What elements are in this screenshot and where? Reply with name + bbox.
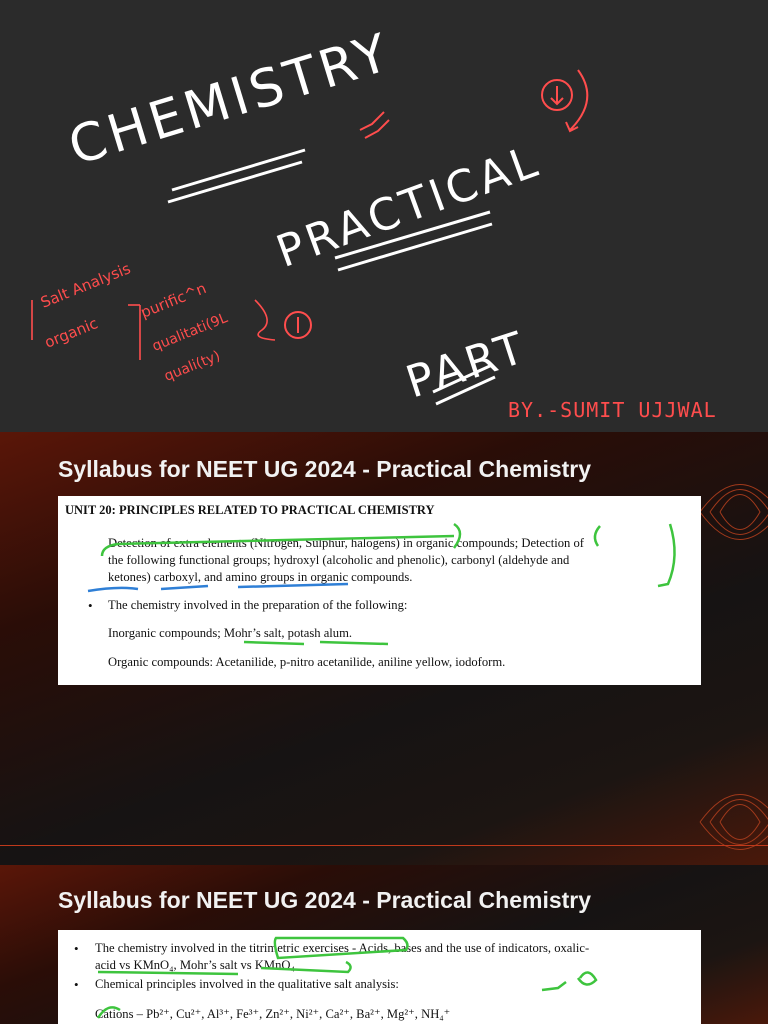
bullet-dot: • (74, 941, 79, 956)
syllabus-line: ketones) carboxyl, and amino groups in organic compounds. (108, 570, 413, 584)
syllabus-slide-1 (0, 432, 768, 865)
board-title-chemistry: CHEMISTRY (62, 22, 399, 178)
annotation-marks (58, 930, 701, 1024)
syllabus-line: Detection of extra elements (Nitrogen, Sulphur, halogens) in organic compounds; Detection of (108, 536, 584, 550)
syllabus-line: Cations – Pb²⁺, Cu²⁺, Al³⁺, Fe³⁺, Zn²⁺, Ni²⁺, Ca²⁺, Ba²⁺, Mg²⁺, NH₄⁺ (95, 1007, 451, 1021)
author-credit: BY.-SUMIT UJJWAL (508, 398, 717, 422)
slide-heading: Syllabus for NEET UG 2024 - Practical Chemistry (58, 887, 592, 913)
board-note-salt-analysis: Salt Analysis (38, 259, 134, 312)
syllabus-excerpt (58, 496, 701, 685)
syllabus-line: The chemistry involved in the titrimetric exercises - Acids, bases and the use of indicators, oxalic- (95, 941, 590, 955)
board-title-practical: PRACTICAL (270, 135, 548, 278)
slide-swirl-decoration (680, 762, 768, 865)
syllabus-line: the following functional groups; hydroxyl (alcoholic and phenolic), carbonyl (aldehyde and (108, 553, 570, 567)
syllabus-excerpt (58, 930, 701, 1024)
board-note-quality: quali(ty) (162, 347, 223, 385)
unit-title: UNIT 20: PRINCIPLES RELATED TO PRACTICAL CHEMISTRY (65, 503, 435, 517)
bullet-dot: • (88, 598, 93, 613)
bullet-dot: • (74, 977, 79, 992)
syllabus-line: Inorganic compounds; Mohr’s salt, potash alum. (108, 626, 353, 640)
syllabus-slide-2 (0, 865, 768, 1024)
blackboard (0, 0, 768, 432)
slide-bottom-rule (0, 845, 768, 846)
annotation-marks (58, 496, 701, 685)
slide-heading: Syllabus for NEET UG 2024 - Practical Chemistry (58, 456, 592, 482)
board-note-qualitative: qualitati(9L (150, 310, 230, 355)
board-title-part: PART (400, 321, 534, 409)
board-note-purification: purific^n (138, 279, 209, 322)
syllabus-line: Chemical principles involved in the qualitative salt analysis: (95, 977, 399, 991)
board-note-organic: organic (42, 314, 101, 352)
syllabus-line: Organic compounds: Acetanilide, p-nitro acetanilide, aniline yellow, iodoform. (108, 655, 506, 669)
syllabus-line: The chemistry involved in the preparation of the following: (108, 598, 408, 612)
syllabus-line: acid vs KMnO₄, Mohr’s salt vs KMnO₄ (95, 958, 295, 972)
